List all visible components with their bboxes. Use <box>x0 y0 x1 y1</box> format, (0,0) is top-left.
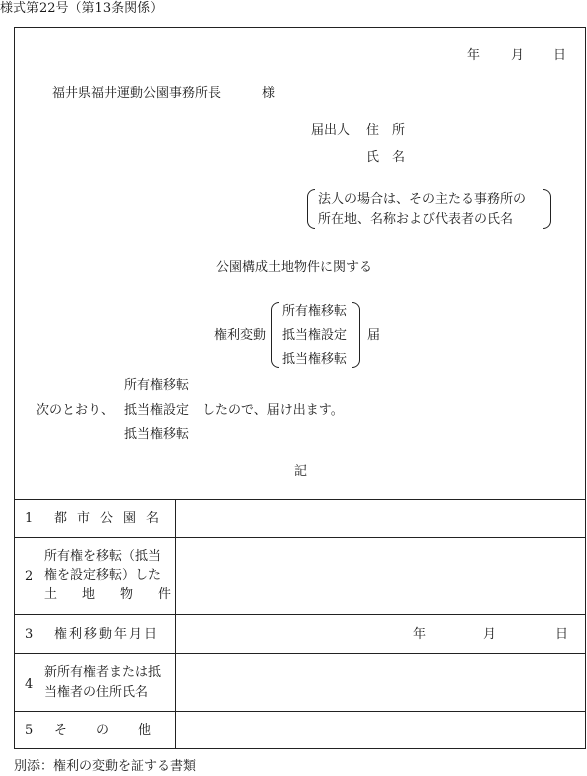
applicant-name-label: 氏 名 <box>366 150 406 165</box>
corp-note-bracket-right <box>543 189 551 229</box>
row-number: 3 <box>25 627 34 642</box>
addressee-honorific: 様 <box>262 86 276 101</box>
subject-line1: 公園構成土地物件に関する <box>216 260 373 275</box>
table-row-divider-3 <box>14 653 586 654</box>
subject-suffix: 届 <box>367 328 381 343</box>
row-label: 都市公園名 <box>54 511 170 526</box>
row-value-month: 月 <box>483 627 497 642</box>
statement-lead: 次のとおり、 <box>36 403 115 418</box>
subject-bracket-right <box>352 302 360 368</box>
table-column-divider <box>175 499 176 749</box>
row-value-field[interactable] <box>178 714 582 746</box>
row-value-field[interactable] <box>178 540 582 612</box>
row-number: 4 <box>25 677 34 692</box>
applicant-address-label: 住 所 <box>366 123 406 138</box>
table-row-divider-2 <box>14 614 586 615</box>
applicant-label: 届出人 <box>311 123 351 138</box>
date-year: 年 <box>467 48 481 63</box>
statement-option-1: 所有権移転 <box>124 378 190 393</box>
subject-prefix: 権利変動 <box>214 328 267 343</box>
corp-note-bracket-left <box>307 189 315 229</box>
row-value-year: 年 <box>413 627 427 642</box>
attachment-note: 別添：権利の変動を証する書類 <box>14 759 197 774</box>
subject-option-3: 抵当権移転 <box>282 352 348 367</box>
addressee-name: 福井県福井運動公園事務所長 <box>52 86 222 101</box>
row-number: 5 <box>25 723 34 738</box>
subject-bracket-left <box>271 302 279 368</box>
row-number: 2 <box>25 569 34 584</box>
corp-note-line1: 法人の場合は、その主たる事務所の <box>318 192 527 207</box>
row-value-field[interactable] <box>178 502 582 534</box>
statement-option-3: 抵当権移転 <box>124 427 190 442</box>
row-value-day: 日 <box>555 627 569 642</box>
table-row-divider-4 <box>14 711 586 712</box>
row-label-line: 新所有権者または抵 <box>44 665 162 680</box>
row-number: 1 <box>25 511 34 526</box>
row-label-line: 当権者の住所氏名 <box>44 685 149 700</box>
corp-note-line2: 所在地、名称および代表者の氏名 <box>318 212 514 227</box>
row-label: 権利移動年月日 <box>54 627 160 642</box>
row-label: そ の 他 <box>54 723 160 738</box>
row-label-line: 権を設定移転）した <box>44 568 162 583</box>
ki-heading: 記 <box>294 464 308 479</box>
row-label-line: 所有権を移転（抵当 <box>44 549 162 564</box>
date-day: 日 <box>553 48 567 63</box>
row-value-field[interactable] <box>178 656 582 708</box>
statement-option-2: 抵当権設定 <box>124 403 190 418</box>
form-label: 様式第22号（第13条関係） <box>0 1 164 16</box>
table-row-divider-1 <box>14 537 586 538</box>
subject-option-1: 所有権移転 <box>282 304 348 319</box>
row-label-line: 土 地 物 件 <box>44 587 178 602</box>
subject-option-2: 抵当権設定 <box>282 328 348 343</box>
date-month: 月 <box>511 48 525 63</box>
table-top-line <box>14 499 586 500</box>
statement-tail: したので、届け出ます。 <box>202 403 344 418</box>
